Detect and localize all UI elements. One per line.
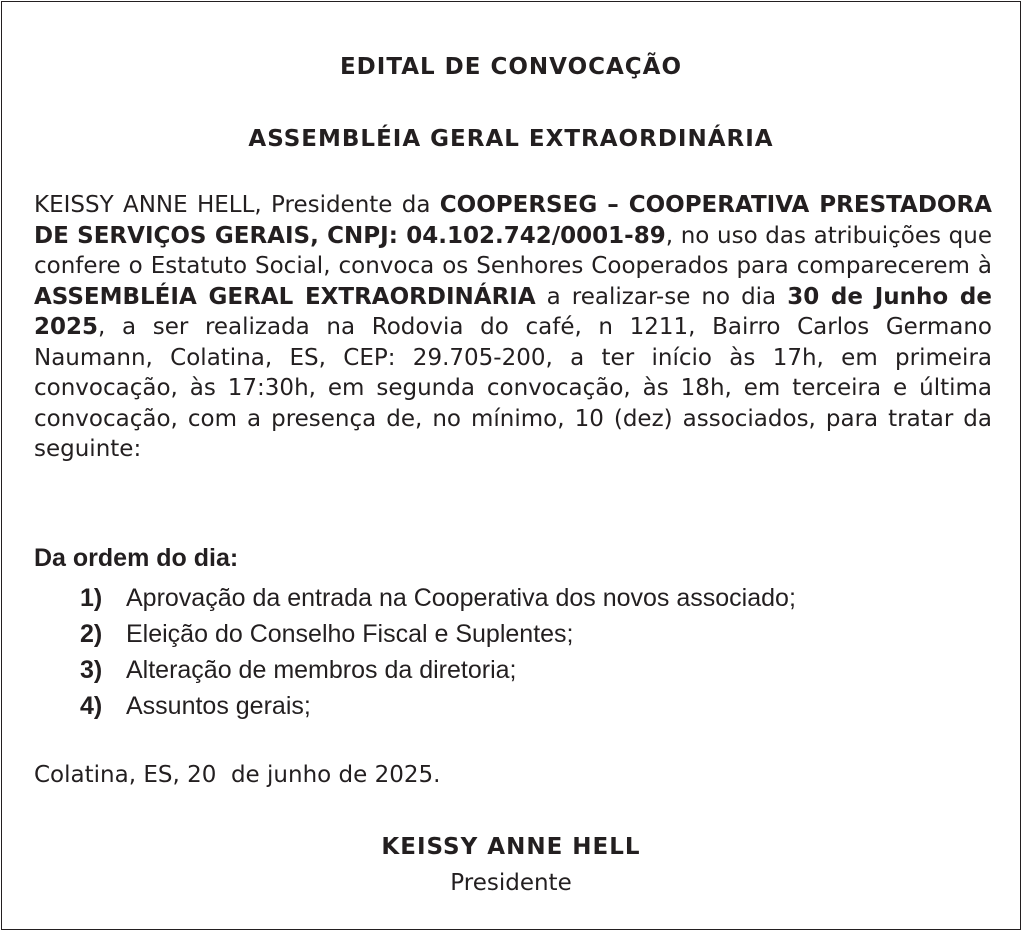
signer-role: Presidente (450, 870, 572, 896)
body-text-part-1: KEISSY ANNE HELL, Presidente da (34, 192, 440, 218)
notice-subtitle: ASSEMBLÉIA GERAL EXTRAORDINÁRIA (248, 126, 774, 152)
body-text-part-2: , no uso das atribuições que confere o Estatuto Social, convoca os Senhores Cooperados para comparecerem à (34, 222, 992, 279)
notice-title: EDITAL DE CONVOCAÇÃO (339, 54, 683, 80)
agenda-item-number: 1) (80, 584, 103, 612)
signer-name: KEISSY ANNE HELL (381, 834, 641, 860)
agenda-item (80, 688, 796, 724)
body-text-part-3: a realizar-se no dia (535, 283, 788, 310)
agenda-item-number: 4) (80, 692, 103, 720)
assembly-date: 30 de Junho de 2025 (34, 283, 992, 340)
agenda-item-text: Assuntos gerais; (126, 692, 311, 720)
agenda-title: Da ordem do dia: (34, 544, 239, 572)
agenda-item-text: Eleição do Conselho Fiscal e Suplentes; (126, 620, 574, 648)
agenda-list (80, 580, 796, 724)
agenda-item-number: 2) (80, 620, 103, 648)
notice-frame (1, 1, 1021, 930)
assembly-type: ASSEMBLÉIA GERAL EXTRAORDINÁRIA (34, 283, 536, 310)
agenda-item (80, 580, 796, 616)
cooperative-name: COOPERSEG – COOPERATIVA PRESTADORA DE SERVIÇOS GERAIS, CNPJ: 04.102.742/0001-89 (34, 192, 992, 249)
agenda-item-text: Alteração de membros da diretoria; (126, 656, 517, 684)
place-and-date: Colatina, ES, 20 de junho de 2025. (34, 762, 441, 788)
agenda-item-number: 3) (80, 656, 103, 684)
agenda-item (80, 652, 796, 688)
body-text-part-4: , a ser realizada na Rodovia do café, n 1211, Bairro Carlos Germano Naumann, Colatina, ES, CEP: 29.705-200, a ter início às 17h, em primeira convocação, às 17:30h, em segunda convocação, às 18h, em terceira e última convocação, com a presença de, no mínimo, 10 (dez) associados, para tratar da seguinte: (34, 314, 992, 462)
notice-body (34, 190, 992, 465)
agenda-item-text: Aprovação da entrada na Cooperativa dos novos associado; (126, 584, 796, 612)
agenda-item (80, 616, 796, 652)
